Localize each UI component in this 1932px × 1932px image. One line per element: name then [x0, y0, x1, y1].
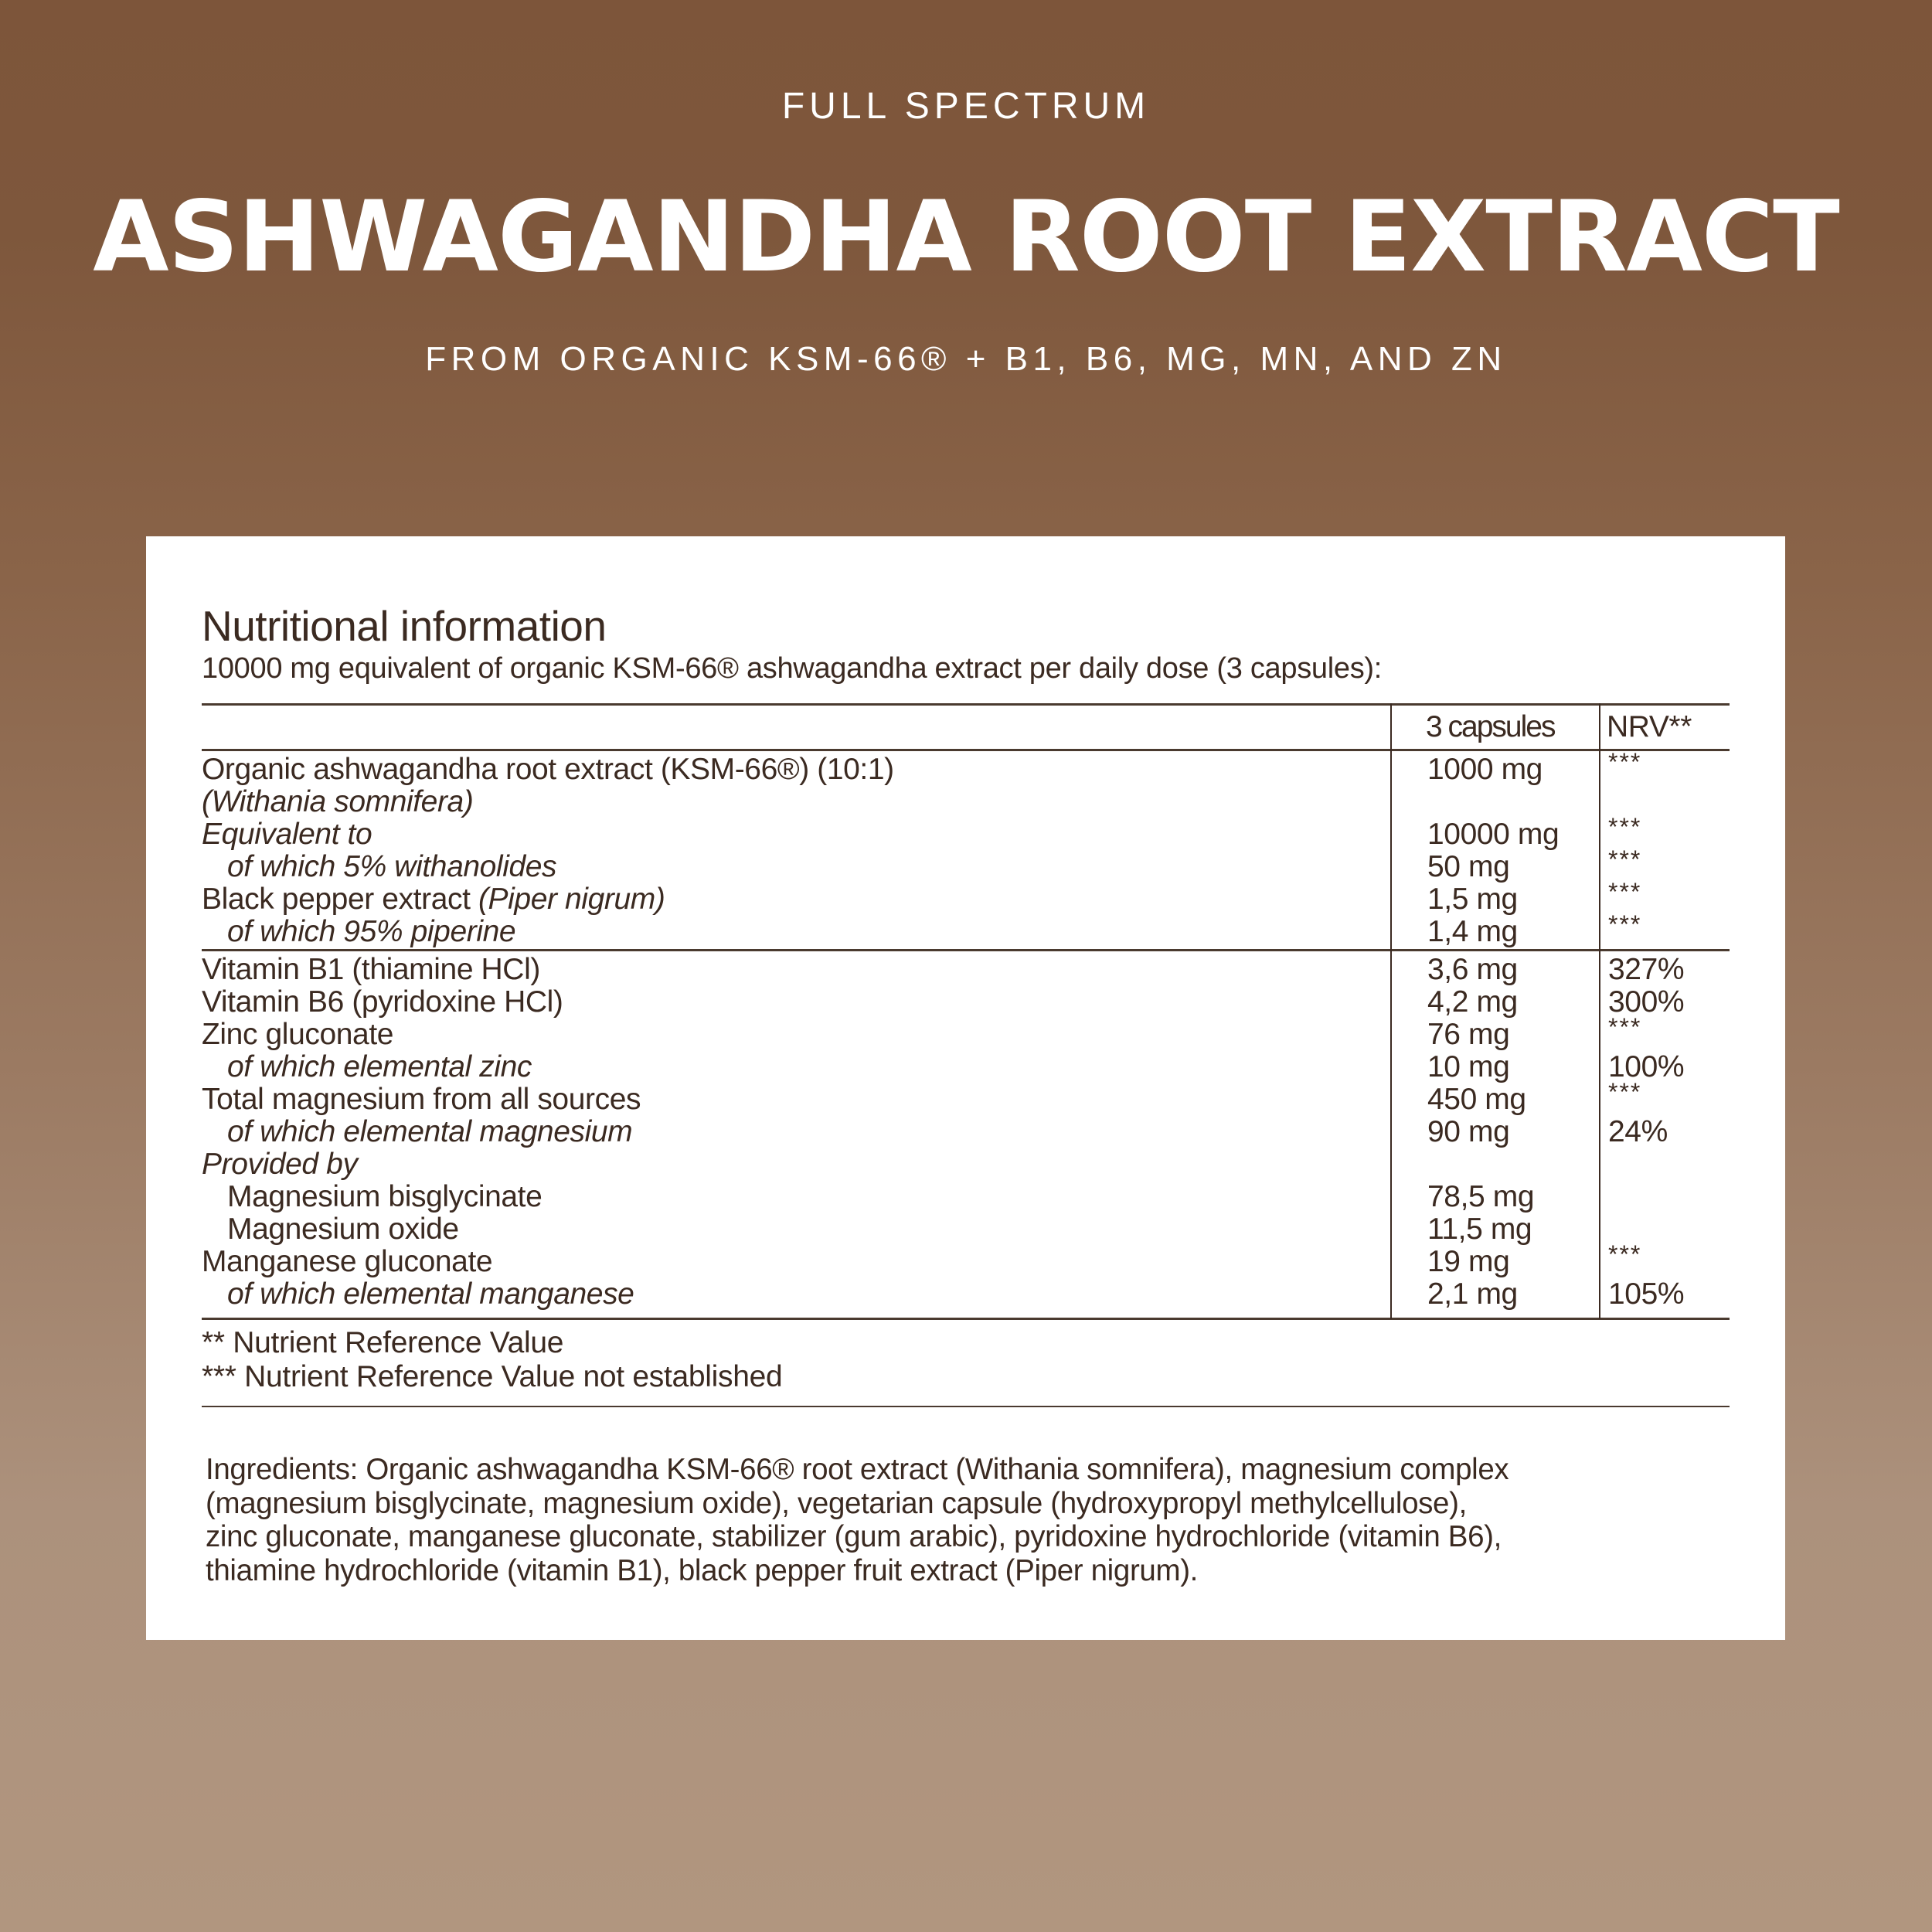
table-row: [202, 878, 1730, 916]
row-name: Provided by: [202, 1148, 358, 1181]
row-nrv: 327%: [1608, 953, 1685, 986]
row-name: Magnesium bisglycinate: [227, 1180, 543, 1213]
row-name: Vitamin B1 (thiamine HCl): [202, 953, 540, 986]
table-row: [202, 1148, 1730, 1181]
table-row: [202, 1051, 1730, 1083]
row-name: of which elemental manganese: [227, 1277, 634, 1311]
row-nrv: ***: [1608, 1078, 1642, 1106]
table-row: [202, 1078, 1730, 1116]
row-nrv: ***: [1608, 1013, 1642, 1041]
row-nrv: ***: [1608, 813, 1642, 841]
row-amount: 76 mg: [1427, 1018, 1510, 1051]
row-amount: 3,6 mg: [1427, 953, 1518, 986]
ingredients-line: (magnesium bisglycinate, magnesium oxide), vegetarian capsule (hydroxypropyl methylcellulose),: [206, 1486, 1467, 1520]
column-header-amount: 3 capsules: [1426, 710, 1555, 743]
row-amount: 11,5 mg: [1427, 1213, 1532, 1246]
table-row: [202, 1240, 1730, 1278]
ingredients-line: zinc gluconate, manganese gluconate, stabilizer (gum arabic), pyridoxine hydrochloride (vitamin B6),: [206, 1520, 1502, 1553]
table-row: [202, 1116, 1730, 1148]
table-header-row: [202, 711, 1730, 743]
table-row: [202, 1181, 1730, 1213]
row-nrv: ***: [1608, 878, 1642, 906]
row-name: of which elemental zinc: [227, 1050, 532, 1083]
row-nrv: ***: [1608, 910, 1642, 938]
row-amount: 4,2 mg: [1427, 985, 1518, 1019]
row-amount: 50 mg: [1427, 850, 1510, 883]
table-row: [202, 1213, 1730, 1246]
row-nrv: ***: [1608, 748, 1642, 776]
table-row: [202, 1278, 1730, 1311]
row-name-main: Black pepper extract: [202, 883, 471, 916]
footnote-nrv: ** Nutrient Reference Value: [202, 1326, 564, 1359]
row-name: Vitamin B6 (pyridoxine HCl): [202, 985, 563, 1019]
row-amount: 10000 mg: [1427, 818, 1560, 851]
nutrition-subheading: 10000 mg equivalent of organic KSM-66® ashwagandha extract per daily dose (3 capsules):: [202, 652, 1383, 685]
row-name: [202, 883, 665, 916]
row-name: Organic ashwagandha root extract (KSM-66®) (10:1): [202, 753, 894, 786]
row-amount: 450 mg: [1427, 1083, 1526, 1116]
table-row: [202, 813, 1730, 851]
row-nrv: 100%: [1608, 1050, 1685, 1083]
table-row: [202, 786, 1730, 818]
row-name: of which 5% withanolides: [227, 850, 557, 883]
row-nrv: 105%: [1608, 1277, 1685, 1311]
table-bottom-rule: [202, 1318, 1730, 1320]
row-amount: 78,5 mg: [1427, 1180, 1535, 1213]
table-row: [202, 845, 1730, 883]
row-name: of which 95% piperine: [227, 915, 516, 948]
table-row: [202, 748, 1730, 786]
row-amount: 19 mg: [1427, 1245, 1510, 1278]
row-name: Manganese gluconate: [202, 1245, 493, 1278]
row-nrv: ***: [1608, 845, 1642, 873]
row-name: Total magnesium from all sources: [202, 1083, 641, 1116]
row-name: Magnesium oxide: [227, 1213, 459, 1246]
row-amount: 90 mg: [1427, 1115, 1510, 1148]
table-row: [202, 1013, 1730, 1051]
eyebrow-label: FULL SPECTRUM: [781, 86, 1151, 127]
row-nrv: 24%: [1608, 1115, 1668, 1148]
product-subtitle: FROM ORGANIC KSM-66® + B1, B6, MG, MN, AND ZN: [425, 340, 1507, 378]
row-nrv: 300%: [1608, 985, 1685, 1019]
ingredients-line: thiamine hydrochloride (vitamin B1), black pepper fruit extract (Piper nigrum).: [206, 1553, 1199, 1587]
row-nrv: ***: [1608, 1240, 1642, 1268]
row-name: Zinc gluconate: [202, 1018, 394, 1051]
row-amount: 10 mg: [1427, 1050, 1510, 1083]
ingredients-text: [206, 1453, 1743, 1587]
ingredients-line: Ingredients: Organic ashwagandha KSM-66® root extract (Withania somnifera), magnesium complex: [206, 1453, 1509, 1486]
table-row: [202, 986, 1730, 1019]
row-amount: 2,1 mg: [1427, 1277, 1518, 1311]
nutrition-panel: [146, 536, 1785, 1640]
row-name: of which elemental magnesium: [227, 1115, 633, 1148]
product-title: ASHWAGANDHA ROOT EXTRACT: [93, 179, 1839, 294]
table-header-rule: [202, 749, 1730, 751]
row-amount: 1000 mg: [1427, 753, 1543, 786]
column-header-nrv: NRV**: [1607, 710, 1692, 743]
row-amount: 1,4 mg: [1427, 915, 1518, 948]
row-name: (Withania somnifera): [202, 785, 474, 818]
row-name-latin: (Piper nigrum): [478, 883, 665, 916]
row-name: Equivalent to: [202, 818, 372, 851]
table-group-rule: [202, 949, 1730, 951]
table-top-rule: [202, 703, 1730, 706]
table-row: [202, 954, 1730, 986]
footnote-nrv-not-established: *** Nutrient Reference Value not established: [202, 1360, 783, 1393]
row-amount: 1,5 mg: [1427, 883, 1518, 916]
footnote-rule: [202, 1406, 1730, 1407]
table-row: [202, 910, 1730, 948]
nutrition-heading: Nutritional information: [202, 602, 607, 650]
